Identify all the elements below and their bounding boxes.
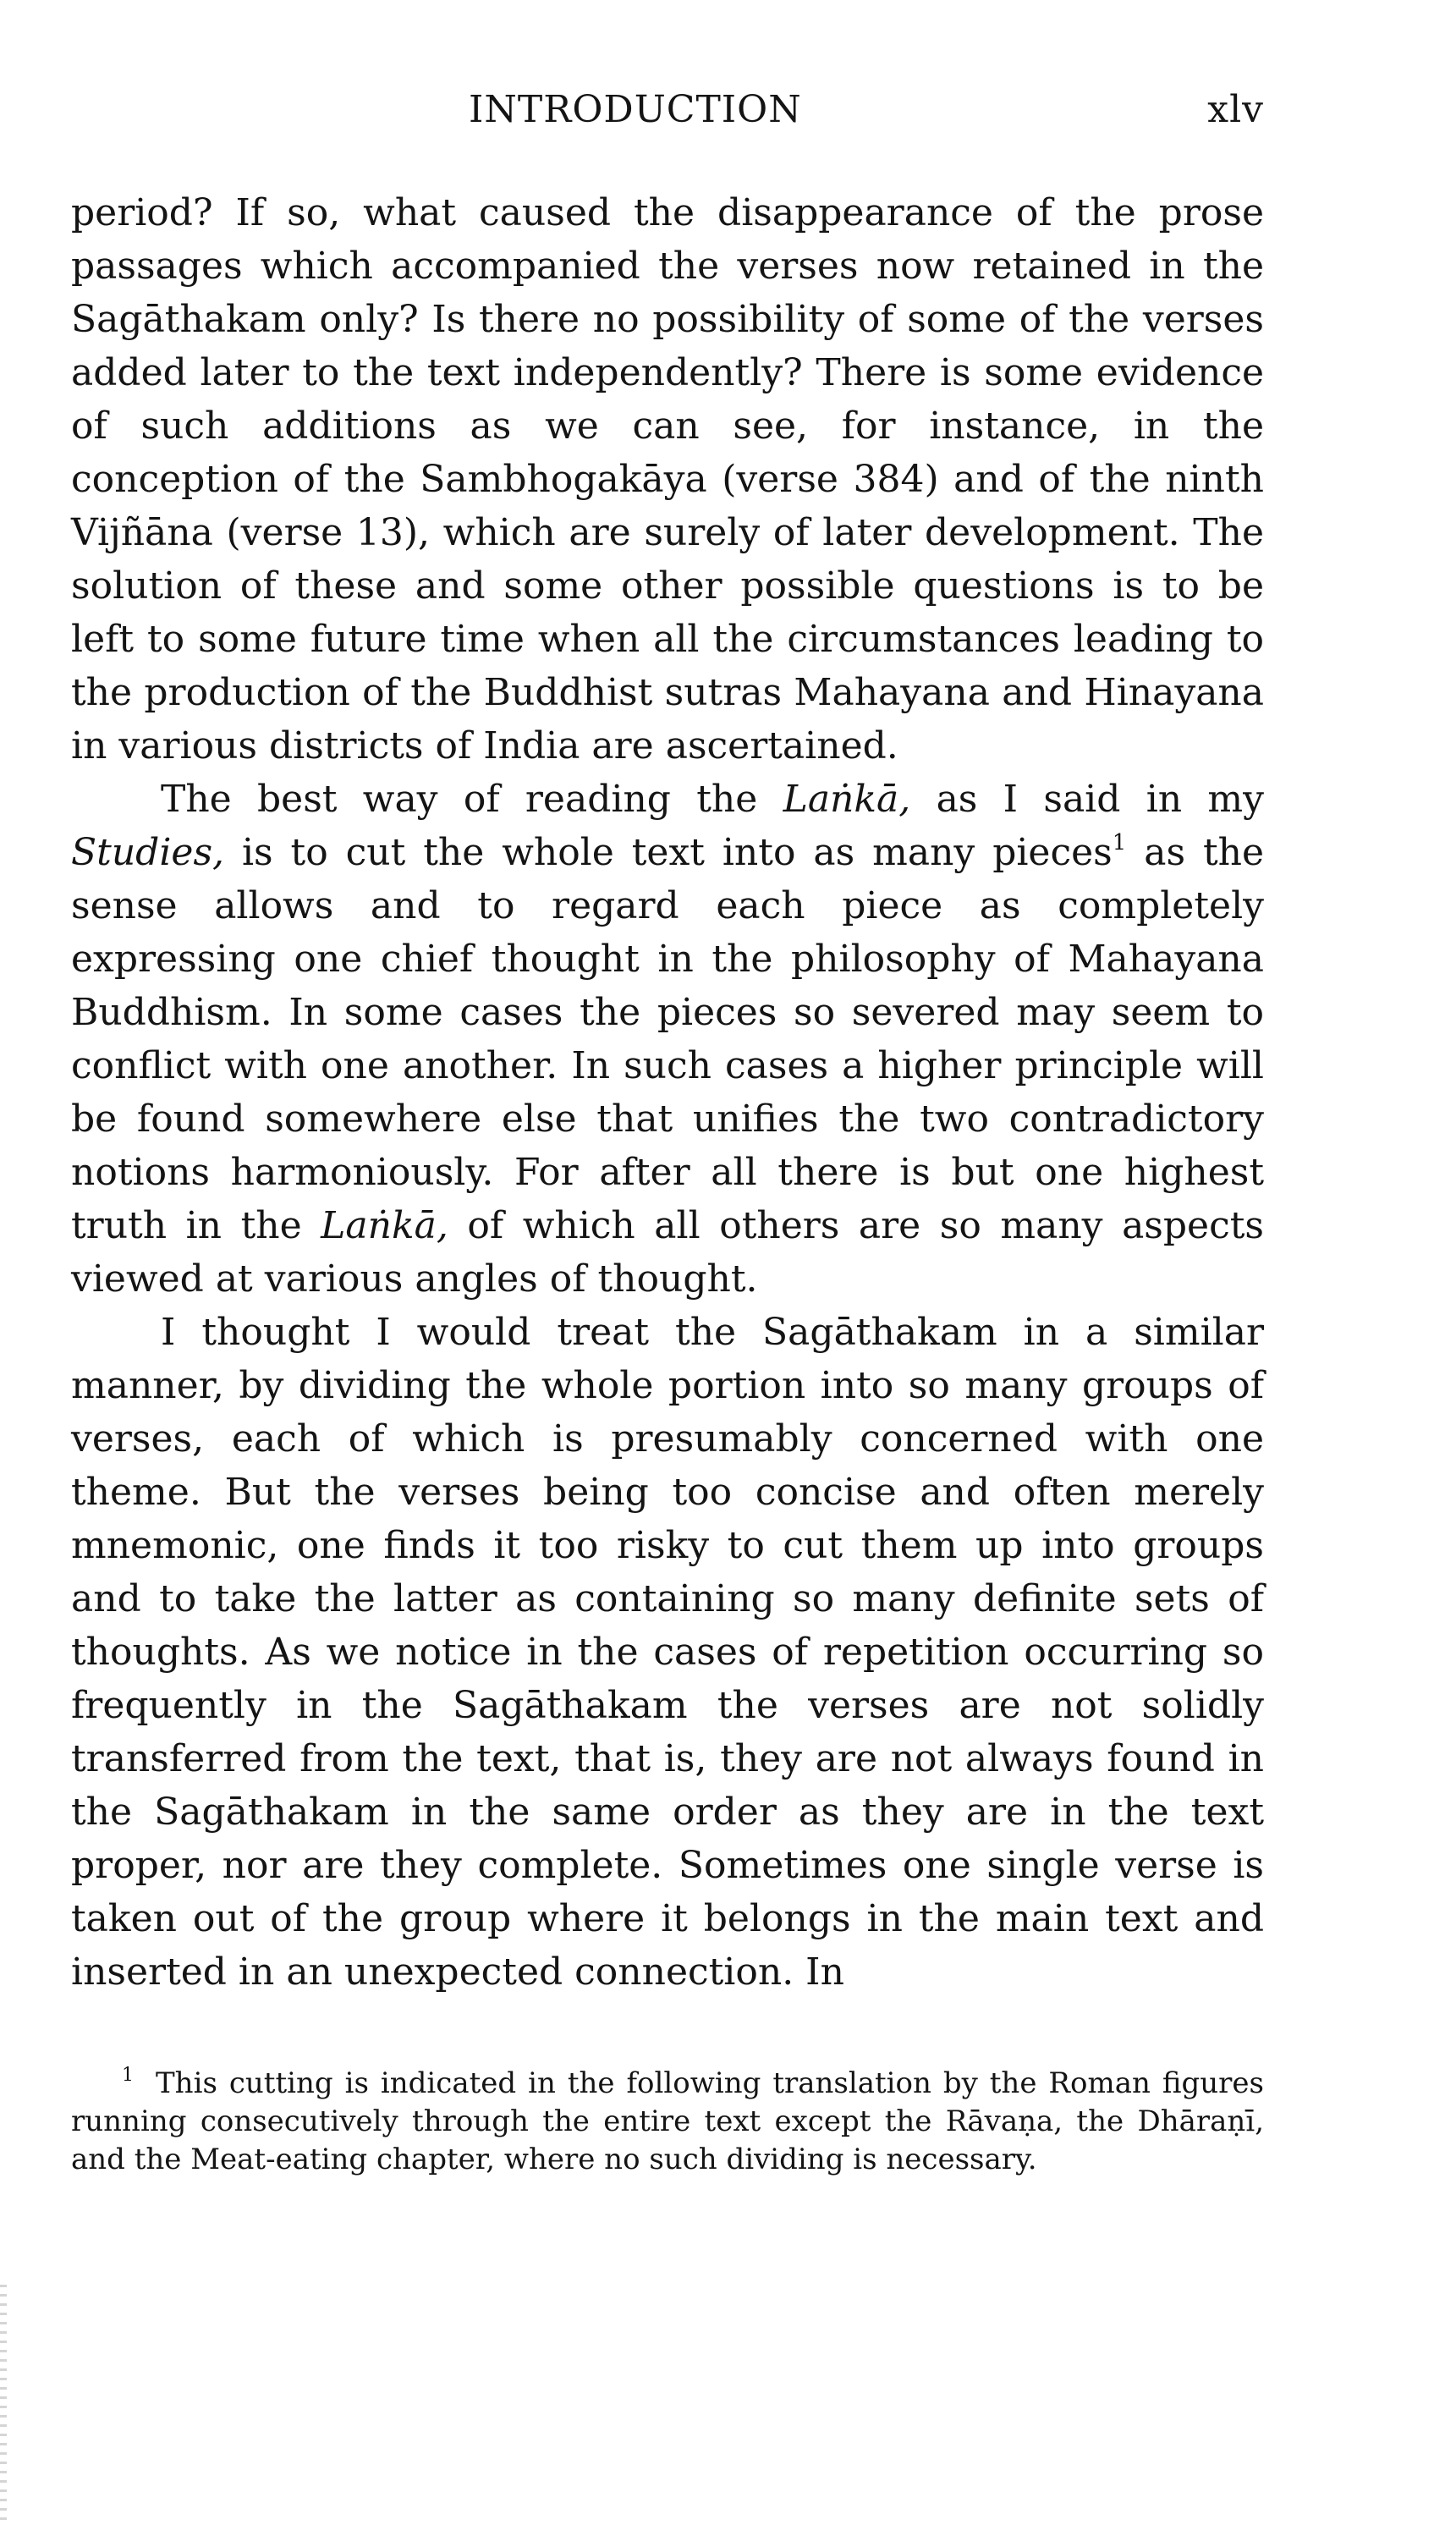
book-page <box>71 0 1264 2525</box>
footnote-text: This cutting is indicated in the following translation by the Roman figures running consecutively through the entire text except the Rāvaṇa, the Dhāraṇī, and the Meat-eating chapter, where no such dividing is necessary. <box>71 2066 1264 2176</box>
paragraph-2-text-c: as I said in my <box>910 778 1264 821</box>
paragraph-2-text-e: is to cut the whole text into as many pieces <box>224 831 1113 874</box>
italic-title-lanka: Laṅkā, <box>783 778 911 821</box>
paragraph-2 <box>71 773 1264 1306</box>
footnote <box>71 2065 1264 2179</box>
paragraph-3: I thought I would treat the Sagāthakam in a similar manner, by dividing the whole portion into so many groups of verses, each of which is presumably concerned with one theme. But the verses being too concise and often merely mnemonic, one finds it too risky to cut them up into groups and to take the latter as containing so many definite sets of thoughts. As we notice in the cases of repetition occurring so frequently in the Sagāthakam the verses are not solidly transferred from the text, that is, they are not always found in the Sagāthakam in the same order as they are in the text proper, nor are they complete. Sometimes one single verse is taken out of the group where it belongs in the main text and inserted in an unexpected connection. In <box>71 1311 1264 1994</box>
scan-edge-specks <box>0 2285 7 2525</box>
paragraph-2-text-i: of which all others are so many aspects viewed at various angles of thought. <box>71 1204 1264 1301</box>
footnote-marker: 1 <box>122 2065 134 2086</box>
page-number: xlv <box>1207 88 1264 131</box>
footnote-text-block <box>71 2065 1264 2179</box>
running-head-title: INTRODUCTION <box>469 88 802 131</box>
italic-title-studies: Studies, <box>71 831 225 874</box>
paragraph-1: period? If so, what caused the disappearance of the prose passages which accompanied the verses now retained in the Sagāthakam only? Is there no possibility of some of the verses added later to the text independently? There is some evidence of such additions as we can see, for instance, in the conception of the Sambhogakāya (verse 384) and of the ninth Vijñāna (verse 13), which are surely of later development. The solution of these and some other possible questions is to be left to some future time when all the circumstances leading to the production of the Buddhist sutras Mahayana and Hinayana in various districts of India are ascertained. <box>71 191 1264 767</box>
running-head <box>71 88 1264 139</box>
paragraph-2-text-g: as the sense allows and to regard each piece as completely expressing one chief thought in the philosophy of Mahayana Buddhism. In some cases the pieces so severed may seem to conflict with one another. In such cases a higher principle will be found somewhere else that unifies the two contradictory notions harmoniously. For after all there is but one highest truth in the <box>71 831 1265 1247</box>
footnote-reference: 1 <box>1112 830 1127 855</box>
body-text <box>71 186 1264 1999</box>
paragraph-2-text-a: The best way of reading the <box>161 778 783 821</box>
italic-title-lanka-2: Laṅkā, <box>321 1204 448 1247</box>
